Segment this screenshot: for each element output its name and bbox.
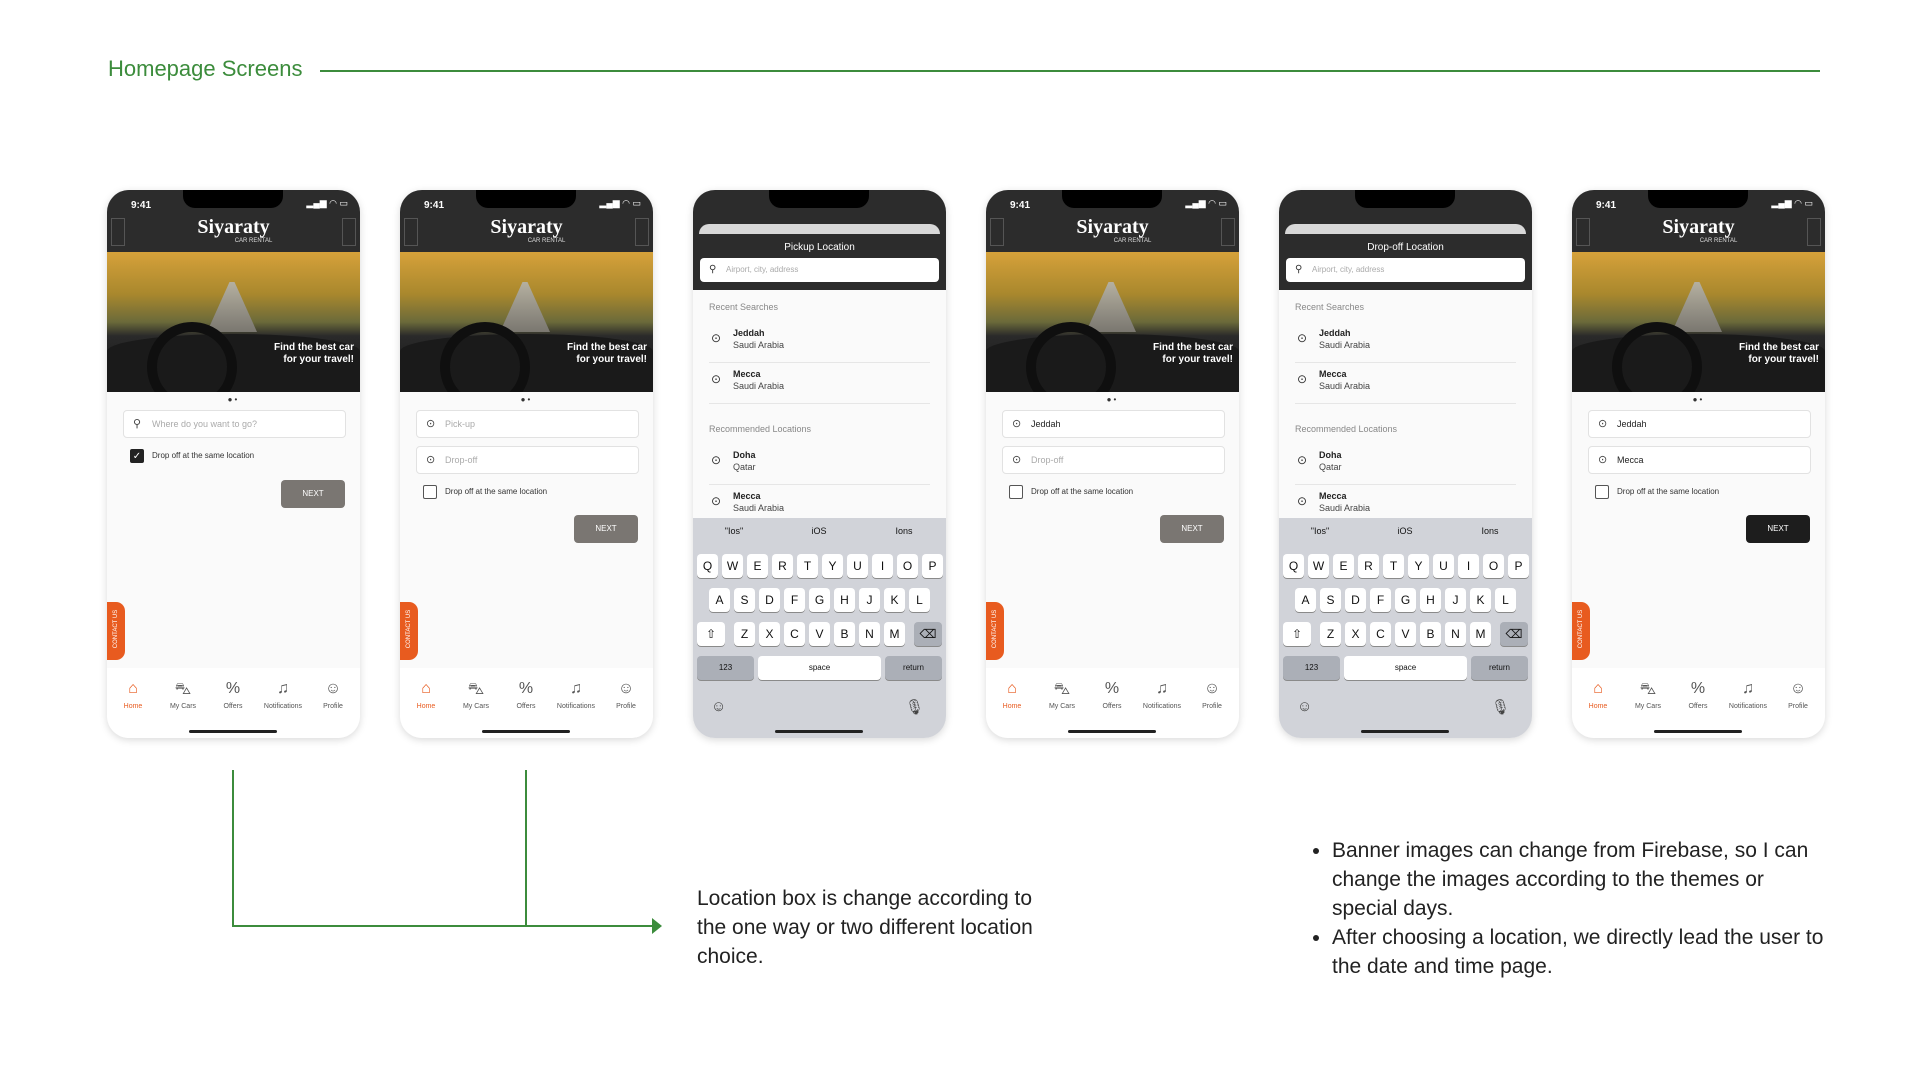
key-j[interactable]: J bbox=[1445, 588, 1466, 612]
key-a[interactable]: A bbox=[709, 588, 730, 612]
brand-subtitle: CAR RENTAL bbox=[1113, 238, 1152, 244]
keyboard-suggestion[interactable]: iOS bbox=[1397, 526, 1413, 536]
location-search-input[interactable] bbox=[1286, 258, 1525, 282]
location-pin-icon: ⊙ bbox=[1012, 454, 1022, 466]
key-z[interactable]: Z bbox=[1320, 622, 1341, 646]
page-title: Homepage Screens bbox=[108, 56, 303, 81]
banner-text: Find the best car for your travel! bbox=[273, 342, 354, 365]
note-item-location: • After choosing a location, we directly lead the user to the date and time page. bbox=[1332, 923, 1830, 981]
dropoff-input[interactable] bbox=[1002, 446, 1225, 474]
banner-road bbox=[500, 282, 550, 332]
banner-steering-wheel bbox=[1612, 322, 1702, 392]
location-pin-icon: ⊙ bbox=[1297, 372, 1308, 386]
bell-icon: ♫ bbox=[277, 680, 289, 697]
tab-my-cars[interactable] bbox=[158, 680, 208, 710]
contact-us-tab[interactable] bbox=[986, 602, 1004, 660]
key-k[interactable]: K bbox=[884, 588, 905, 612]
keyboard-suggestion[interactable]: iOS bbox=[811, 526, 827, 536]
return-key[interactable]: return bbox=[1471, 656, 1528, 680]
country-name: Saudi Arabia bbox=[733, 340, 785, 350]
key-g[interactable]: G bbox=[1395, 588, 1416, 612]
tab-label: Offers bbox=[516, 703, 536, 710]
tab-notifications[interactable] bbox=[258, 680, 308, 710]
app-header bbox=[107, 190, 360, 252]
offers-icon: % bbox=[1690, 680, 1706, 697]
next-button[interactable]: NEXT bbox=[1746, 515, 1810, 543]
key-c[interactable]: C bbox=[1370, 622, 1391, 646]
search-title: Drop-off Location bbox=[1367, 242, 1444, 253]
location-pin-icon: ⊙ bbox=[1598, 454, 1608, 466]
contact-us-label: CONTACT US bbox=[992, 609, 998, 649]
brand-logo: Siyaraty bbox=[1662, 216, 1735, 238]
home-icon: ⌂ bbox=[128, 680, 138, 697]
tab-offers[interactable] bbox=[1087, 680, 1137, 710]
location-pin-icon: ⊙ bbox=[711, 453, 722, 467]
checkbox-unchecked[interactable] bbox=[423, 485, 437, 499]
checkbox-unchecked[interactable] bbox=[1009, 485, 1023, 499]
tab-label: Home bbox=[1588, 703, 1608, 710]
same-location-checkbox-row[interactable] bbox=[1009, 485, 1133, 499]
city-name: Mecca bbox=[1319, 369, 1347, 379]
search-placeholder: Airport, city, address bbox=[726, 265, 799, 274]
key-r[interactable]: R bbox=[772, 554, 793, 578]
bell-icon: ♫ bbox=[1742, 680, 1754, 697]
key-l[interactable]: L bbox=[909, 588, 930, 612]
home-icon: ⌂ bbox=[421, 680, 431, 697]
status-time: 9:41 bbox=[1596, 200, 1617, 211]
key-x[interactable]: X bbox=[1345, 622, 1366, 646]
key-j[interactable]: J bbox=[859, 588, 880, 612]
promo-banner[interactable] bbox=[986, 252, 1239, 392]
offers-icon: % bbox=[225, 680, 241, 697]
key-w[interactable]: W bbox=[722, 554, 743, 578]
checkbox-label: Drop off at the same location bbox=[445, 487, 548, 496]
tab-label: Home bbox=[123, 703, 143, 710]
bell-icon: ♫ bbox=[570, 680, 582, 697]
key-t[interactable]: T bbox=[797, 554, 818, 578]
home-icon: ⌂ bbox=[1593, 680, 1603, 697]
tab-label: Notifications bbox=[1728, 703, 1768, 710]
profile-icon: ☺ bbox=[1203, 680, 1221, 697]
keyboard-suggestion[interactable]: "Ios" bbox=[1310, 526, 1330, 536]
profile-icon: ☺ bbox=[1789, 680, 1807, 697]
location-pin-icon: ⊙ bbox=[711, 331, 722, 345]
contact-us-label: CONTACT US bbox=[406, 609, 412, 649]
tab-profile[interactable] bbox=[1773, 680, 1823, 710]
banner-pagination: ●• bbox=[227, 395, 240, 404]
tab-notifications[interactable] bbox=[1723, 680, 1773, 710]
banner-road bbox=[207, 282, 257, 332]
tab-profile[interactable] bbox=[308, 680, 358, 710]
country-name: Saudi Arabia bbox=[733, 381, 785, 391]
location-pin-icon: ⊙ bbox=[426, 418, 436, 430]
next-button[interactable]: NEXT bbox=[574, 515, 638, 543]
checkbox-unchecked[interactable] bbox=[1595, 485, 1609, 499]
same-location-checkbox-row[interactable] bbox=[423, 485, 547, 499]
key-a[interactable]: A bbox=[1295, 588, 1316, 612]
numbers-key[interactable]: 123 bbox=[697, 656, 754, 680]
tab-my-cars[interactable] bbox=[451, 680, 501, 710]
country-name: Qatar bbox=[733, 462, 756, 472]
key-f[interactable]: F bbox=[1370, 588, 1391, 612]
brand-subtitle: CAR RENTAL bbox=[234, 238, 273, 244]
dropoff-input[interactable] bbox=[1588, 446, 1811, 474]
tab-my-cars[interactable] bbox=[1037, 680, 1087, 710]
banner-text: Find the best car for your travel! bbox=[1738, 342, 1819, 365]
note-list bbox=[1310, 836, 1830, 981]
flow-arrow-icon bbox=[652, 918, 662, 934]
flow-line-vertical-2 bbox=[525, 770, 527, 926]
tab-label: My Cars bbox=[1634, 703, 1662, 710]
key-q[interactable]: Q bbox=[1283, 554, 1304, 578]
destination-placeholder: Where do you want to go? bbox=[152, 419, 258, 429]
search-icon: ⚲ bbox=[709, 264, 717, 275]
banner-pagination: ●• bbox=[1692, 395, 1705, 404]
shift-key-icon[interactable]: ⇧ bbox=[1283, 622, 1311, 646]
pickup-input[interactable] bbox=[1588, 410, 1811, 438]
key-x[interactable]: X bbox=[759, 622, 780, 646]
brand-subtitle: CAR RENTAL bbox=[1699, 238, 1738, 244]
search-header bbox=[693, 190, 946, 290]
profile-icon: ☺ bbox=[324, 680, 342, 697]
dropoff-value: Mecca bbox=[1617, 455, 1644, 465]
contact-us-tab[interactable] bbox=[107, 602, 125, 660]
search-icon: ⚲ bbox=[133, 418, 142, 430]
notch bbox=[183, 190, 283, 208]
key-r[interactable]: R bbox=[1358, 554, 1379, 578]
next-button[interactable]: NEXT bbox=[1160, 515, 1224, 543]
tab-label: Profile bbox=[323, 703, 343, 710]
phone-screen-dropoff-search bbox=[1279, 190, 1532, 738]
key-n[interactable]: N bbox=[859, 622, 880, 646]
pickup-placeholder: Pick-up bbox=[445, 419, 476, 429]
key-v[interactable]: V bbox=[1395, 622, 1416, 646]
car-icon: ⛍ bbox=[1053, 681, 1071, 698]
status-icons: ▂▄▆ ◠ ▭ bbox=[599, 198, 641, 208]
phone-screen-home-pickup-selected bbox=[986, 190, 1239, 738]
home-indicator bbox=[775, 730, 863, 733]
home-indicator bbox=[189, 730, 277, 733]
key-m[interactable]: M bbox=[1470, 622, 1491, 646]
tab-notifications[interactable] bbox=[1137, 680, 1187, 710]
home-indicator bbox=[1654, 730, 1742, 733]
dropoff-input[interactable] bbox=[416, 446, 639, 474]
country-name: Saudi Arabia bbox=[733, 503, 785, 513]
key-s[interactable]: S bbox=[734, 588, 755, 612]
country-name: Qatar bbox=[1319, 462, 1342, 472]
phone-screen-home-pickup-dropoff bbox=[400, 190, 653, 738]
city-name: Mecca bbox=[733, 369, 761, 379]
tab-notifications[interactable] bbox=[551, 680, 601, 710]
key-w[interactable]: W bbox=[1308, 554, 1329, 578]
sheet-edge bbox=[699, 224, 940, 234]
country-name: Saudi Arabia bbox=[1319, 503, 1371, 513]
emoji-icon[interactable]: ☺ bbox=[711, 698, 727, 715]
recommended-location-item[interactable] bbox=[1295, 447, 1516, 485]
banner-text: Find the best car for your travel! bbox=[1152, 342, 1233, 365]
tab-label: Home bbox=[1002, 703, 1022, 710]
backspace-key-icon[interactable]: ⌫ bbox=[1500, 622, 1528, 646]
tab-label: Notifications bbox=[1142, 703, 1182, 710]
recent-searches-heading: Recent Searches bbox=[1295, 302, 1365, 312]
key-g[interactable]: G bbox=[809, 588, 830, 612]
recent-searches-heading: Recent Searches bbox=[709, 302, 779, 312]
tab-home[interactable] bbox=[987, 680, 1037, 710]
country-name: Saudi Arabia bbox=[1319, 340, 1371, 350]
same-location-checkbox-row[interactable] bbox=[1595, 485, 1719, 499]
key-b[interactable]: B bbox=[834, 622, 855, 646]
dropoff-placeholder: Drop-off bbox=[1031, 455, 1064, 465]
recent-search-item[interactable] bbox=[709, 366, 930, 404]
note-location-box: Location box is change according to the one way or two different location choice. bbox=[697, 887, 1033, 968]
notch bbox=[476, 190, 576, 208]
tab-label: Offers bbox=[1688, 703, 1708, 710]
bell-icon: ♫ bbox=[1156, 680, 1168, 697]
checkbox-label: Drop off at the same location bbox=[1031, 487, 1134, 496]
dropoff-placeholder: Drop-off bbox=[445, 455, 478, 465]
tab-label: Profile bbox=[1788, 703, 1808, 710]
home-indicator bbox=[1068, 730, 1156, 733]
keyboard-suggestion[interactable]: "Ios" bbox=[724, 526, 744, 536]
banner-pagination: ●• bbox=[520, 395, 533, 404]
backspace-key-icon[interactable]: ⌫ bbox=[914, 622, 942, 646]
key-b[interactable]: B bbox=[1420, 622, 1441, 646]
key-i[interactable]: I bbox=[1458, 554, 1479, 578]
bottom-tab-bar bbox=[1572, 668, 1825, 738]
key-l[interactable]: L bbox=[1495, 588, 1516, 612]
brand-logo: Siyaraty bbox=[197, 216, 270, 238]
status-time: 9:41 bbox=[131, 200, 152, 211]
tab-label: Home bbox=[416, 703, 436, 710]
location-pin-icon: ⊙ bbox=[1297, 453, 1308, 467]
banner-road bbox=[1086, 282, 1136, 332]
key-y[interactable]: Y bbox=[1408, 554, 1429, 578]
tab-label: My Cars bbox=[169, 703, 197, 710]
tab-offers[interactable] bbox=[208, 680, 258, 710]
tab-label: Profile bbox=[616, 703, 636, 710]
car-icon: ⛍ bbox=[467, 681, 485, 698]
key-m[interactable]: M bbox=[884, 622, 905, 646]
tab-label: Offers bbox=[223, 703, 243, 710]
banner-steering-wheel bbox=[1026, 322, 1116, 392]
banner-steering-wheel bbox=[147, 322, 237, 392]
key-n[interactable]: N bbox=[1445, 622, 1466, 646]
app-header bbox=[1572, 190, 1825, 252]
notch bbox=[1062, 190, 1162, 208]
numbers-key[interactable]: 123 bbox=[1283, 656, 1340, 680]
profile-icon: ☺ bbox=[617, 680, 635, 697]
location-search-input[interactable] bbox=[700, 258, 939, 282]
note-item-banner: • Banner images can change from Firebase, so I can change the images according to the themes or special days. bbox=[1332, 836, 1830, 923]
status-icons: ▂▄▆ ◠ ▭ bbox=[306, 198, 348, 208]
tab-home[interactable] bbox=[401, 680, 451, 710]
key-h[interactable]: H bbox=[1420, 588, 1441, 612]
bottom-tab-bar bbox=[400, 668, 653, 738]
key-d[interactable]: D bbox=[759, 588, 780, 612]
checkbox-label: Drop off at the same location bbox=[1617, 487, 1720, 496]
bottom-tab-bar bbox=[107, 668, 360, 738]
recommended-location-item[interactable] bbox=[709, 447, 930, 485]
phone-screen-home-search bbox=[107, 190, 360, 738]
keyboard-suggestion[interactable]: Ions bbox=[895, 526, 913, 536]
key-h[interactable]: H bbox=[834, 588, 855, 612]
pickup-input[interactable] bbox=[416, 410, 639, 438]
destination-input[interactable] bbox=[123, 410, 346, 438]
car-icon: ⛍ bbox=[1639, 681, 1657, 698]
tab-home[interactable] bbox=[1573, 680, 1623, 710]
checkbox-checked[interactable]: ✓ bbox=[130, 449, 144, 463]
city-name: Doha bbox=[1319, 450, 1342, 460]
location-pin-icon: ⊙ bbox=[711, 372, 722, 386]
notch bbox=[769, 190, 869, 208]
location-pin-icon: ⊙ bbox=[1012, 418, 1022, 430]
location-pin-icon: ⊙ bbox=[426, 454, 436, 466]
notch bbox=[1355, 190, 1455, 208]
pickup-value: Jeddah bbox=[1031, 419, 1061, 429]
tab-profile[interactable] bbox=[1187, 680, 1237, 710]
keyboard bbox=[1279, 518, 1532, 738]
offers-icon: % bbox=[1104, 680, 1120, 697]
key-e[interactable]: E bbox=[1333, 554, 1354, 578]
key-f[interactable]: F bbox=[784, 588, 805, 612]
tab-profile[interactable] bbox=[601, 680, 651, 710]
app-header bbox=[986, 190, 1239, 252]
brand-logo: Siyaraty bbox=[1076, 216, 1149, 238]
tab-label: Notifications bbox=[263, 703, 303, 710]
recent-search-item[interactable] bbox=[1295, 366, 1516, 404]
next-button[interactable]: NEXT bbox=[281, 480, 345, 508]
search-title: Pickup Location bbox=[784, 242, 855, 253]
brand-logo: Siyaraty bbox=[490, 216, 563, 238]
key-o[interactable]: O bbox=[1483, 554, 1504, 578]
banner-pagination: ●• bbox=[1106, 395, 1119, 404]
phone-screen-pickup-search bbox=[693, 190, 946, 738]
microphone-icon[interactable]: 🎙 bbox=[1490, 699, 1510, 716]
return-key[interactable]: return bbox=[885, 656, 942, 680]
bottom-tab-bar bbox=[986, 668, 1239, 738]
search-placeholder: Airport, city, address bbox=[1312, 265, 1385, 274]
key-z[interactable]: Z bbox=[734, 622, 755, 646]
key-p[interactable]: P bbox=[922, 554, 943, 578]
keyboard-suggestion[interactable]: Ions bbox=[1481, 526, 1499, 536]
promo-banner[interactable] bbox=[107, 252, 360, 392]
recent-search-item[interactable] bbox=[1295, 325, 1516, 363]
promo-banner[interactable] bbox=[400, 252, 653, 392]
header-divider bbox=[320, 70, 1820, 72]
key-i[interactable]: I bbox=[872, 554, 893, 578]
key-o[interactable]: O bbox=[897, 554, 918, 578]
tab-offers[interactable] bbox=[1673, 680, 1723, 710]
key-v[interactable]: V bbox=[809, 622, 830, 646]
banner-road bbox=[1672, 282, 1722, 332]
checkbox-label: Drop off at the same location bbox=[152, 451, 255, 460]
key-d[interactable]: D bbox=[1345, 588, 1366, 612]
pickup-value: Jeddah bbox=[1617, 419, 1647, 429]
location-pin-icon: ⊙ bbox=[1297, 331, 1308, 345]
city-name: Mecca bbox=[1319, 491, 1347, 501]
key-c[interactable]: C bbox=[784, 622, 805, 646]
key-e[interactable]: E bbox=[747, 554, 768, 578]
brand-subtitle: CAR RENTAL bbox=[527, 238, 566, 244]
flow-line-vertical-1 bbox=[232, 770, 234, 926]
city-name: Doha bbox=[733, 450, 756, 460]
tab-label: Notifications bbox=[556, 703, 596, 710]
key-t[interactable]: T bbox=[1383, 554, 1404, 578]
location-pin-icon: ⊙ bbox=[1598, 418, 1608, 430]
key-y[interactable]: Y bbox=[822, 554, 843, 578]
city-name: Jeddah bbox=[733, 328, 765, 338]
flow-line-horizontal bbox=[232, 925, 654, 927]
car-icon: ⛍ bbox=[174, 681, 192, 698]
contact-us-label: CONTACT US bbox=[1578, 609, 1584, 649]
notch bbox=[1648, 190, 1748, 208]
key-s[interactable]: S bbox=[1320, 588, 1341, 612]
home-indicator bbox=[482, 730, 570, 733]
shift-key-icon[interactable]: ⇧ bbox=[697, 622, 725, 646]
location-pin-icon: ⊙ bbox=[1297, 494, 1308, 508]
key-p[interactable]: P bbox=[1508, 554, 1529, 578]
status-icons: ▂▄▆ ◠ ▭ bbox=[1185, 198, 1227, 208]
tab-offers[interactable] bbox=[501, 680, 551, 710]
phone-screen-home-both-selected bbox=[1572, 190, 1825, 738]
pickup-input[interactable] bbox=[1002, 410, 1225, 438]
country-name: Saudi Arabia bbox=[1319, 381, 1371, 391]
tab-home[interactable] bbox=[108, 680, 158, 710]
tab-label: My Cars bbox=[462, 703, 490, 710]
space-key[interactable]: space bbox=[758, 656, 881, 680]
emoji-icon[interactable]: ☺ bbox=[1297, 698, 1313, 715]
status-time: 9:41 bbox=[424, 200, 445, 211]
contact-us-tab[interactable] bbox=[400, 602, 418, 660]
key-u[interactable]: U bbox=[1433, 554, 1454, 578]
space-key[interactable]: space bbox=[1344, 656, 1467, 680]
banner-steering-wheel bbox=[440, 322, 530, 392]
same-location-checkbox-row[interactable] bbox=[130, 449, 254, 463]
app-header bbox=[400, 190, 653, 252]
city-name: Jeddah bbox=[1319, 328, 1351, 338]
tab-my-cars[interactable] bbox=[1623, 680, 1673, 710]
keyboard bbox=[693, 518, 946, 738]
search-icon: ⚲ bbox=[1295, 264, 1303, 275]
home-indicator bbox=[1361, 730, 1449, 733]
search-header bbox=[1279, 190, 1532, 290]
contact-us-tab[interactable] bbox=[1572, 602, 1590, 660]
recommended-locations-heading: Recommended Locations bbox=[1295, 424, 1398, 434]
tab-label: Offers bbox=[1102, 703, 1122, 710]
banner-text: Find the best car for your travel! bbox=[566, 342, 647, 365]
microphone-icon[interactable]: 🎙 bbox=[904, 699, 924, 716]
tab-label: My Cars bbox=[1048, 703, 1076, 710]
key-k[interactable]: K bbox=[1470, 588, 1491, 612]
key-q[interactable]: Q bbox=[697, 554, 718, 578]
location-pin-icon: ⊙ bbox=[711, 494, 722, 508]
home-icon: ⌂ bbox=[1007, 680, 1017, 697]
recent-search-item[interactable] bbox=[709, 325, 930, 363]
promo-banner[interactable] bbox=[1572, 252, 1825, 392]
offers-icon: % bbox=[518, 680, 534, 697]
sheet-edge bbox=[1285, 224, 1526, 234]
contact-us-label: CONTACT US bbox=[113, 609, 119, 649]
status-time: 9:41 bbox=[1010, 200, 1031, 211]
tab-label: Profile bbox=[1202, 703, 1222, 710]
key-u[interactable]: U bbox=[847, 554, 868, 578]
recommended-locations-heading: Recommended Locations bbox=[709, 424, 812, 434]
city-name: Mecca bbox=[733, 491, 761, 501]
status-icons: ▂▄▆ ◠ ▭ bbox=[1771, 198, 1813, 208]
